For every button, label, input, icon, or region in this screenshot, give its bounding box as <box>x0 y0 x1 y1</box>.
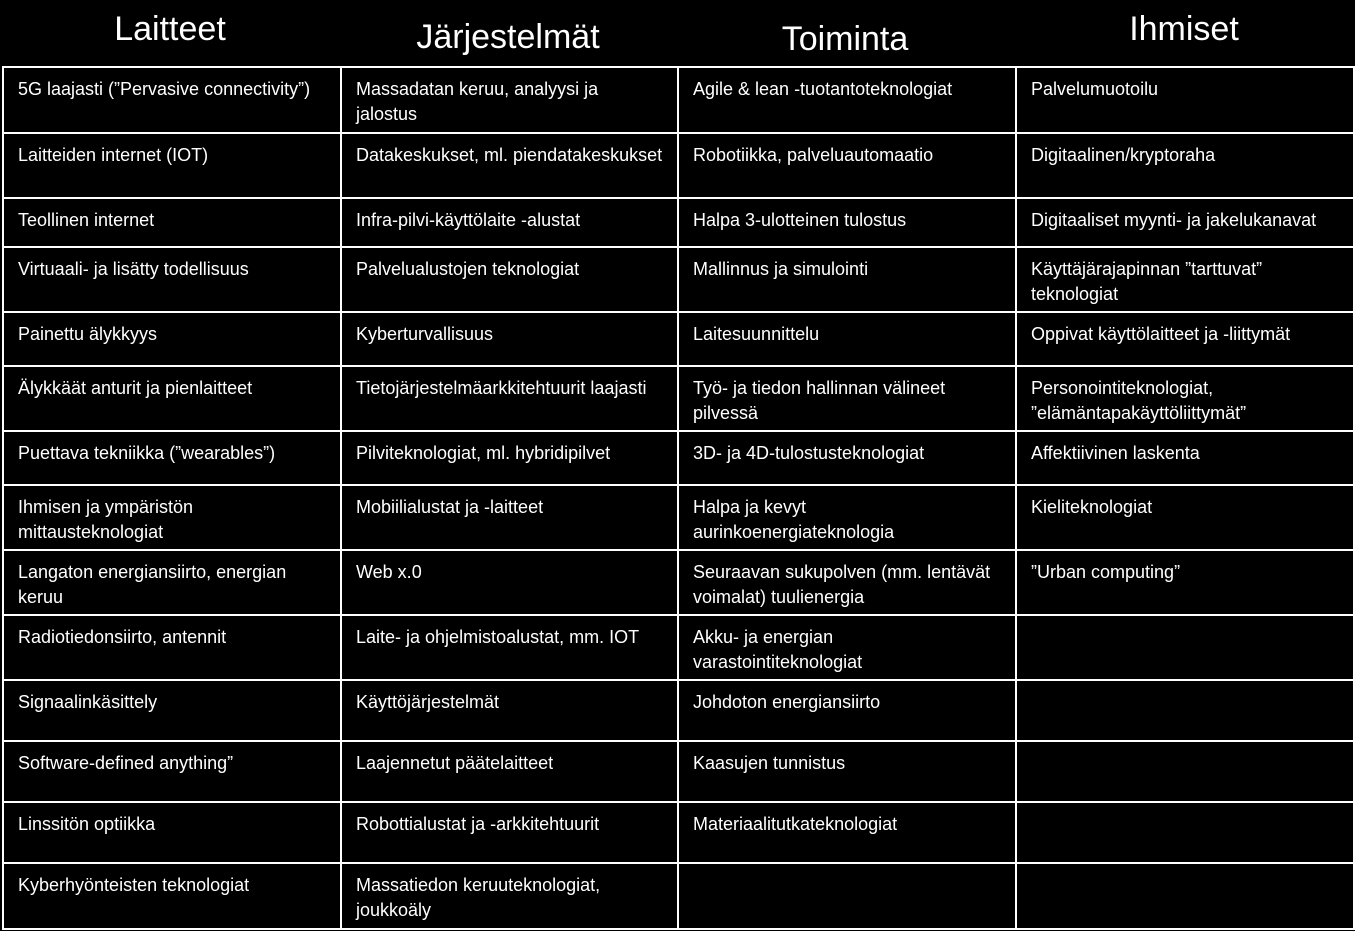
table-row <box>3 67 1354 133</box>
header-jarjestelmat: Järjestelmät <box>416 17 600 56</box>
header-laitteet: Laitteet <box>114 9 226 48</box>
table-cell: Käyttäjärajapinnan ”tarttuvat” teknologiat <box>1016 247 1354 312</box>
table-cell: Materiaalitutkateknologiat <box>678 802 1016 863</box>
table-cell: 3D- ja 4D-tulostusteknologiat <box>678 431 1016 485</box>
table-row <box>3 431 1354 485</box>
table-row <box>3 741 1354 802</box>
table-cell: Digitaalinen/kryptoraha <box>1016 133 1354 198</box>
table-cell: Tietojärjestelmäarkkitehtuurit laajasti <box>341 366 678 431</box>
table-cell: 5G laajasti (”Pervasive connectivity”) <box>3 67 341 133</box>
table-cell: Web x.0 <box>341 550 678 615</box>
header-ihmiset: Ihmiset <box>1129 9 1239 48</box>
table-cell: ”Urban computing” <box>1016 550 1354 615</box>
table-cell: Agile & lean -tuotantoteknologiat <box>678 67 1016 133</box>
table-cell: Affektiivinen laskenta <box>1016 431 1354 485</box>
table-cell: Linssitön optiikka <box>3 802 341 863</box>
table-cell: Teollinen internet <box>3 198 341 247</box>
table-cell: Oppivat käyttölaitteet ja -liittymät <box>1016 312 1354 366</box>
table-cell: Halpa 3-ulotteinen tulostus <box>678 198 1016 247</box>
table-cell: Langaton energiansiirto, energian keruu <box>3 550 341 615</box>
table-row <box>3 680 1354 741</box>
table-cell: Robotiikka, palveluautomaatio <box>678 133 1016 198</box>
technology-table <box>2 66 1355 930</box>
table-cell: Kieliteknologiat <box>1016 485 1354 550</box>
column-headers <box>0 0 1355 66</box>
table-row <box>3 550 1354 615</box>
table-row <box>3 247 1354 312</box>
table-row <box>3 312 1354 366</box>
table-cell <box>1016 863 1354 929</box>
table-cell: Työ- ja tiedon hallinnan välineet pilvessä <box>678 366 1016 431</box>
table-cell: Johdoton energiansiirto <box>678 680 1016 741</box>
table-cell: Virtuaali- ja lisätty todellisuus <box>3 247 341 312</box>
table-cell: Digitaaliset myynti- ja jakelukanavat <box>1016 198 1354 247</box>
table-cell: Kyberturvallisuus <box>341 312 678 366</box>
table-cell: Käyttöjärjestelmät <box>341 680 678 741</box>
table-row <box>3 198 1354 247</box>
table-row <box>3 863 1354 929</box>
table-cell: Massadatan keruu, analyysi ja jalostus <box>341 67 678 133</box>
table-cell: Infra-pilvi-käyttölaite -alustat <box>341 198 678 247</box>
table-cell: Mallinnus ja simulointi <box>678 247 1016 312</box>
table-cell: Laitteiden internet (IOT) <box>3 133 341 198</box>
table-cell: Kyberhyönteisten teknologiat <box>3 863 341 929</box>
table-cell: Painettu älykkyys <box>3 312 341 366</box>
table-cell: Laite- ja ohjelmistoalustat, mm. IOT <box>341 615 678 680</box>
table-cell <box>1016 615 1354 680</box>
table-cell: Älykkäät anturit ja pienlaitteet <box>3 366 341 431</box>
table-cell: Laitesuunnittelu <box>678 312 1016 366</box>
table-cell: Seuraavan sukupolven (mm. lentävät voimalat) tuulienergia <box>678 550 1016 615</box>
table-cell: Akku- ja energian varastointiteknologiat <box>678 615 1016 680</box>
table-cell <box>1016 802 1354 863</box>
table-row <box>3 133 1354 198</box>
table-cell: Halpa ja kevyt aurinkoenergiateknologia <box>678 485 1016 550</box>
header-toiminta: Toiminta <box>781 19 909 58</box>
table-cell: Ihmisen ja ympäristön mittausteknologiat <box>3 485 341 550</box>
table-row <box>3 366 1354 431</box>
table-cell: Robottialustat ja -arkkitehtuurit <box>341 802 678 863</box>
table-cell <box>678 863 1016 929</box>
table-cell: Kaasujen tunnistus <box>678 741 1016 802</box>
table-cell: Datakeskukset, ml. piendatakeskukset <box>341 133 678 198</box>
table-cell: Signaalinkäsittely <box>3 680 341 741</box>
table-cell <box>1016 741 1354 802</box>
table-cell: Personointiteknologiat, ”elämäntapakäyttöliittymät” <box>1016 366 1354 431</box>
table-cell <box>1016 680 1354 741</box>
table-row <box>3 485 1354 550</box>
table-cell: Software-defined anything” <box>3 741 341 802</box>
table-cell: Radiotiedonsiirto, antennit <box>3 615 341 680</box>
table-row <box>3 615 1354 680</box>
table-cell: Massatiedon keruuteknologiat, joukkoäly <box>341 863 678 929</box>
table-cell: Mobiilialustat ja -laitteet <box>341 485 678 550</box>
table-cell: Laajennetut päätelaitteet <box>341 741 678 802</box>
table-cell: Palvelualustojen teknologiat <box>341 247 678 312</box>
table-row <box>3 802 1354 863</box>
table-cell: Puettava tekniikka (”wearables”) <box>3 431 341 485</box>
table-cell: Palvelumuotoilu <box>1016 67 1354 133</box>
table-cell: Pilviteknologiat, ml. hybridipilvet <box>341 431 678 485</box>
